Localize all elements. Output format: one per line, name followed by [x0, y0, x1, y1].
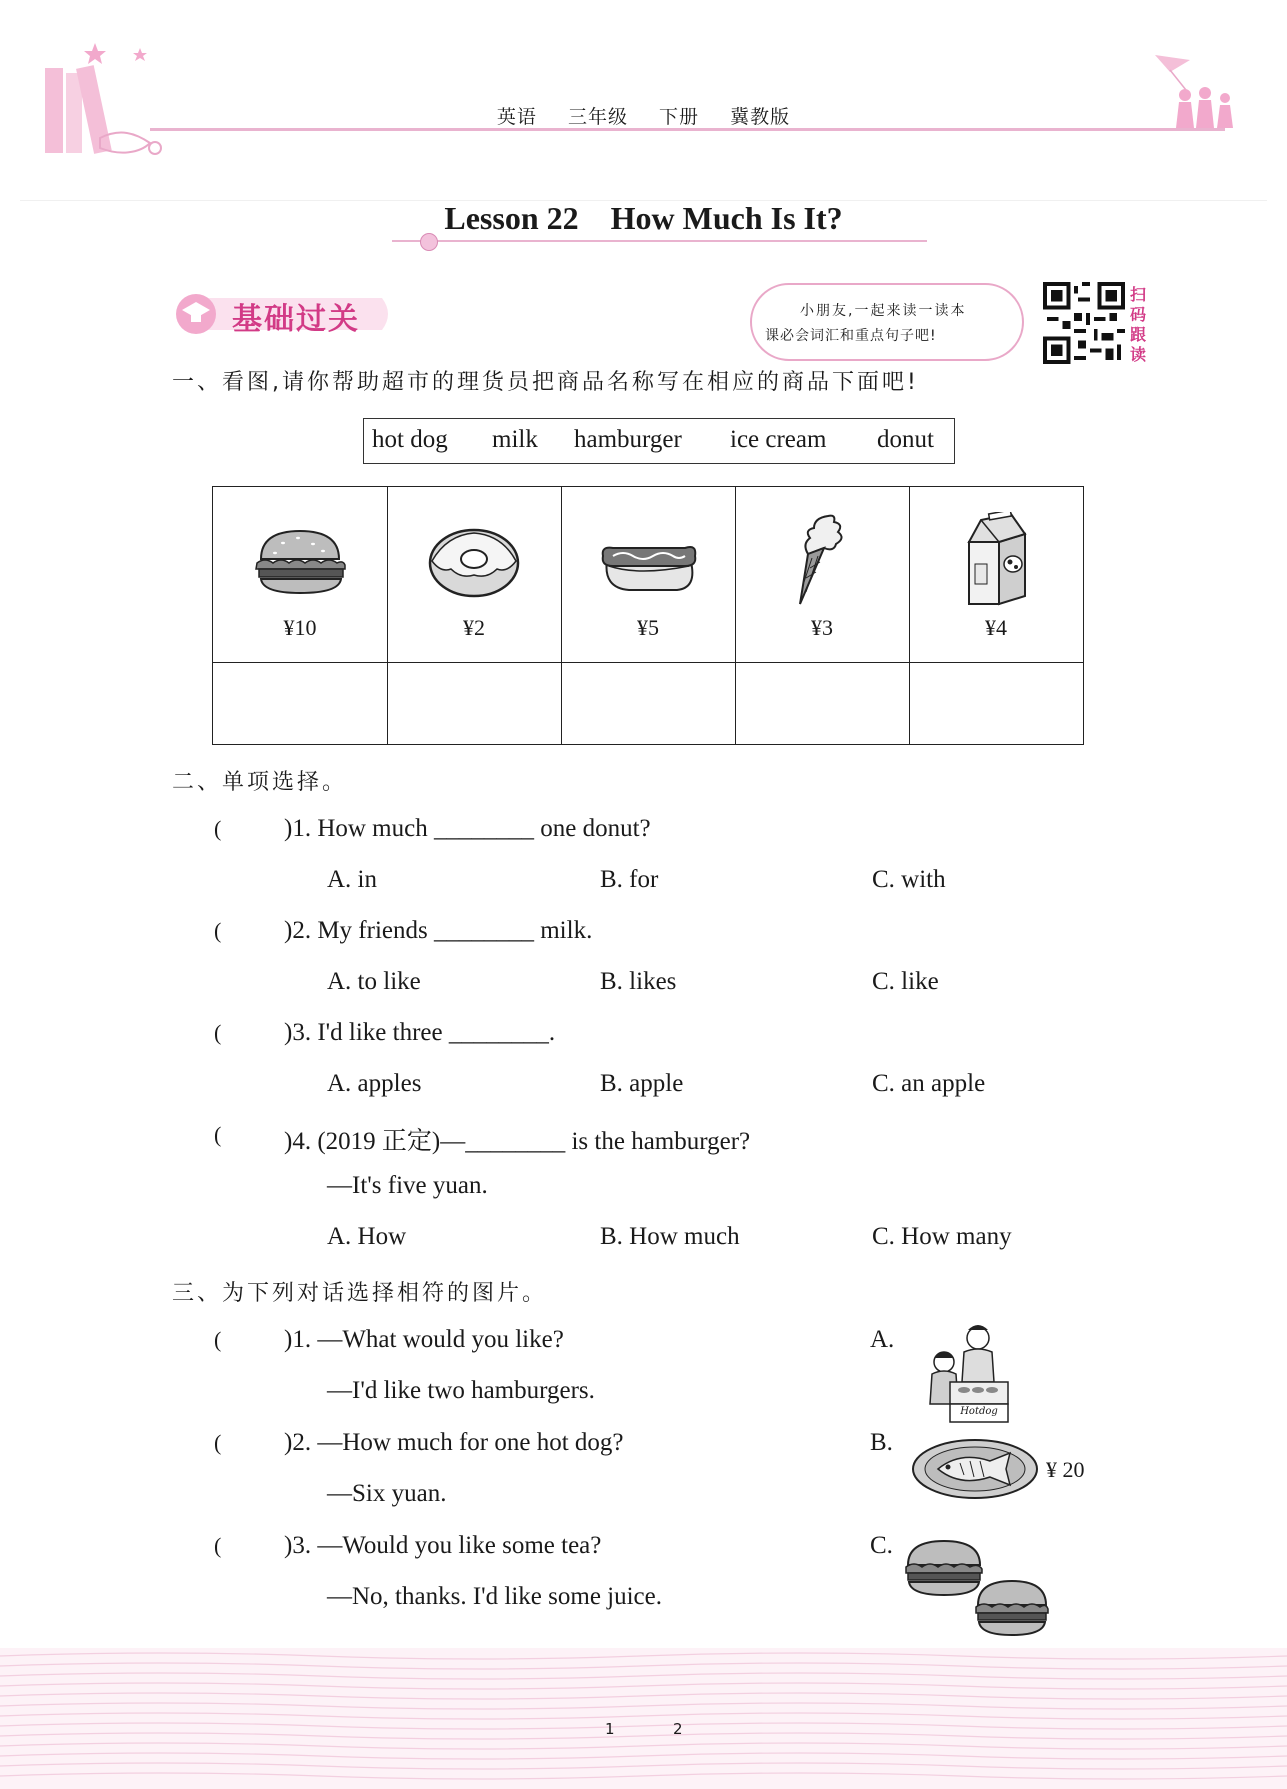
header-decoration-left	[40, 38, 170, 158]
word-donut: donut	[877, 426, 934, 453]
header-volume: 下册	[659, 106, 700, 128]
word-milk: milk	[492, 426, 538, 453]
answer-paren[interactable]: (	[214, 1327, 222, 1352]
option-1c: C. with	[872, 866, 946, 893]
option-1a: A. in	[327, 866, 377, 893]
answer-paren[interactable]: (	[214, 1430, 222, 1455]
title-underline	[392, 240, 927, 242]
hot-dog-icon	[599, 532, 699, 597]
bubble-line-1: 小朋友,一起来读一读本	[800, 303, 967, 319]
answer-cell-5[interactable]	[910, 663, 1083, 743]
dialog-3-question: )3. —Would you like some tea?	[284, 1532, 602, 1559]
picture-option-a-label: A.	[870, 1326, 895, 1353]
word-bank	[363, 418, 955, 464]
question-stem-3: )3. I'd like three ________.	[284, 1019, 556, 1046]
option-2b: B. likes	[600, 968, 677, 995]
donut-icon	[427, 525, 522, 600]
dialog-1-reply: —I'd like two hamburgers.	[327, 1377, 595, 1404]
page-number-left: 1	[605, 1720, 615, 1738]
title-dot	[420, 233, 438, 251]
dialog-3-reply: —No, thanks. I'd like some juice.	[327, 1583, 662, 1610]
word-ice-cream: ice cream	[730, 426, 827, 453]
price-ice-cream: ¥3	[811, 615, 833, 640]
question-4-reply: —It's five yuan.	[327, 1172, 488, 1199]
milk-carton-icon	[959, 512, 1034, 607]
hamburger-icon	[253, 527, 348, 597]
option-2a: A. to like	[327, 968, 421, 995]
qr-label-2: 码	[1130, 305, 1147, 324]
header-subject: 英语	[496, 106, 537, 128]
dialog-1-question: )1. —What would you like?	[284, 1326, 564, 1353]
header-grade: 三年级	[567, 106, 628, 128]
book-header	[0, 102, 1287, 129]
word-hamburger: hamburger	[574, 426, 682, 453]
price-donut: ¥2	[463, 615, 485, 640]
dialog-2-reply: —Six yuan.	[327, 1480, 447, 1507]
qr-label-1: 扫	[1130, 285, 1147, 304]
goods-table	[212, 486, 1084, 745]
section2-title: 二、单项选择。	[172, 770, 348, 795]
answer-paren[interactable]: (	[214, 918, 222, 943]
hot-dog-stand-sign: Hotdog	[960, 1406, 998, 1417]
question-stem-4: )4. (2019 正定)—________ is the hamburger?	[284, 1128, 751, 1155]
footer-wave-band	[0, 1648, 1287, 1789]
fish-price: ¥ 20	[1046, 1457, 1085, 1482]
answer-paren[interactable]: (	[214, 1020, 222, 1045]
picture-option-c-label: C.	[870, 1532, 893, 1559]
question-stem-2: )2. My friends ________ milk.	[284, 917, 593, 944]
word-hot-dog: hot dog	[372, 426, 448, 453]
price-hamburger: ¥10	[283, 615, 317, 640]
fish-plate-icon	[910, 1437, 1040, 1502]
answer-cell-1[interactable]	[213, 663, 387, 743]
speech-bubble	[750, 283, 1024, 361]
section3-title: 三、为下列对话选择相符的图片。	[172, 1281, 548, 1306]
qr-code-icon[interactable]	[1043, 282, 1125, 364]
option-4c: C. How many	[872, 1223, 1012, 1250]
price-milk: ¥4	[985, 615, 1007, 640]
section1-title: 一、看图,请你帮助超市的理货员把商品名称写在相应的商品下面吧!	[172, 370, 919, 395]
option-3b: B. apple	[600, 1070, 684, 1097]
answer-cell-4[interactable]	[736, 663, 909, 743]
answer-paren[interactable]: (	[214, 816, 222, 841]
question-stem-1: )1. How much ________ one donut?	[284, 815, 651, 842]
picture-option-b-label: B.	[870, 1429, 893, 1456]
qr-label-4: 读	[1130, 345, 1147, 364]
answer-cell-3[interactable]	[562, 663, 735, 743]
price-hot-dog: ¥5	[637, 615, 659, 640]
header-edition: 冀教版	[730, 106, 791, 128]
option-3a: A. apples	[327, 1070, 422, 1097]
qr-label-3: 跟	[1130, 325, 1147, 344]
bubble-line-2: 课必会词汇和重点句子吧!	[765, 328, 937, 344]
answer-paren[interactable]: (	[214, 1122, 222, 1147]
option-4b: B. How much	[600, 1223, 740, 1250]
dialog-2-question: )2. —How much for one hot dog?	[284, 1429, 624, 1456]
answer-paren[interactable]: (	[214, 1533, 222, 1558]
option-1b: B. for	[600, 866, 659, 893]
ice-cream-icon	[788, 512, 858, 607]
option-2c: C. like	[872, 968, 939, 995]
two-hamburgers-icon	[904, 1537, 1054, 1639]
badge-label: 基础过关	[232, 302, 360, 337]
lesson-title: Lesson 22 How Much Is It?	[444, 200, 843, 236]
option-3c: C. an apple	[872, 1070, 986, 1097]
option-4a: A. How	[327, 1223, 407, 1250]
page-number-right: 2	[673, 1720, 683, 1738]
answer-cell-2[interactable]	[388, 663, 561, 743]
